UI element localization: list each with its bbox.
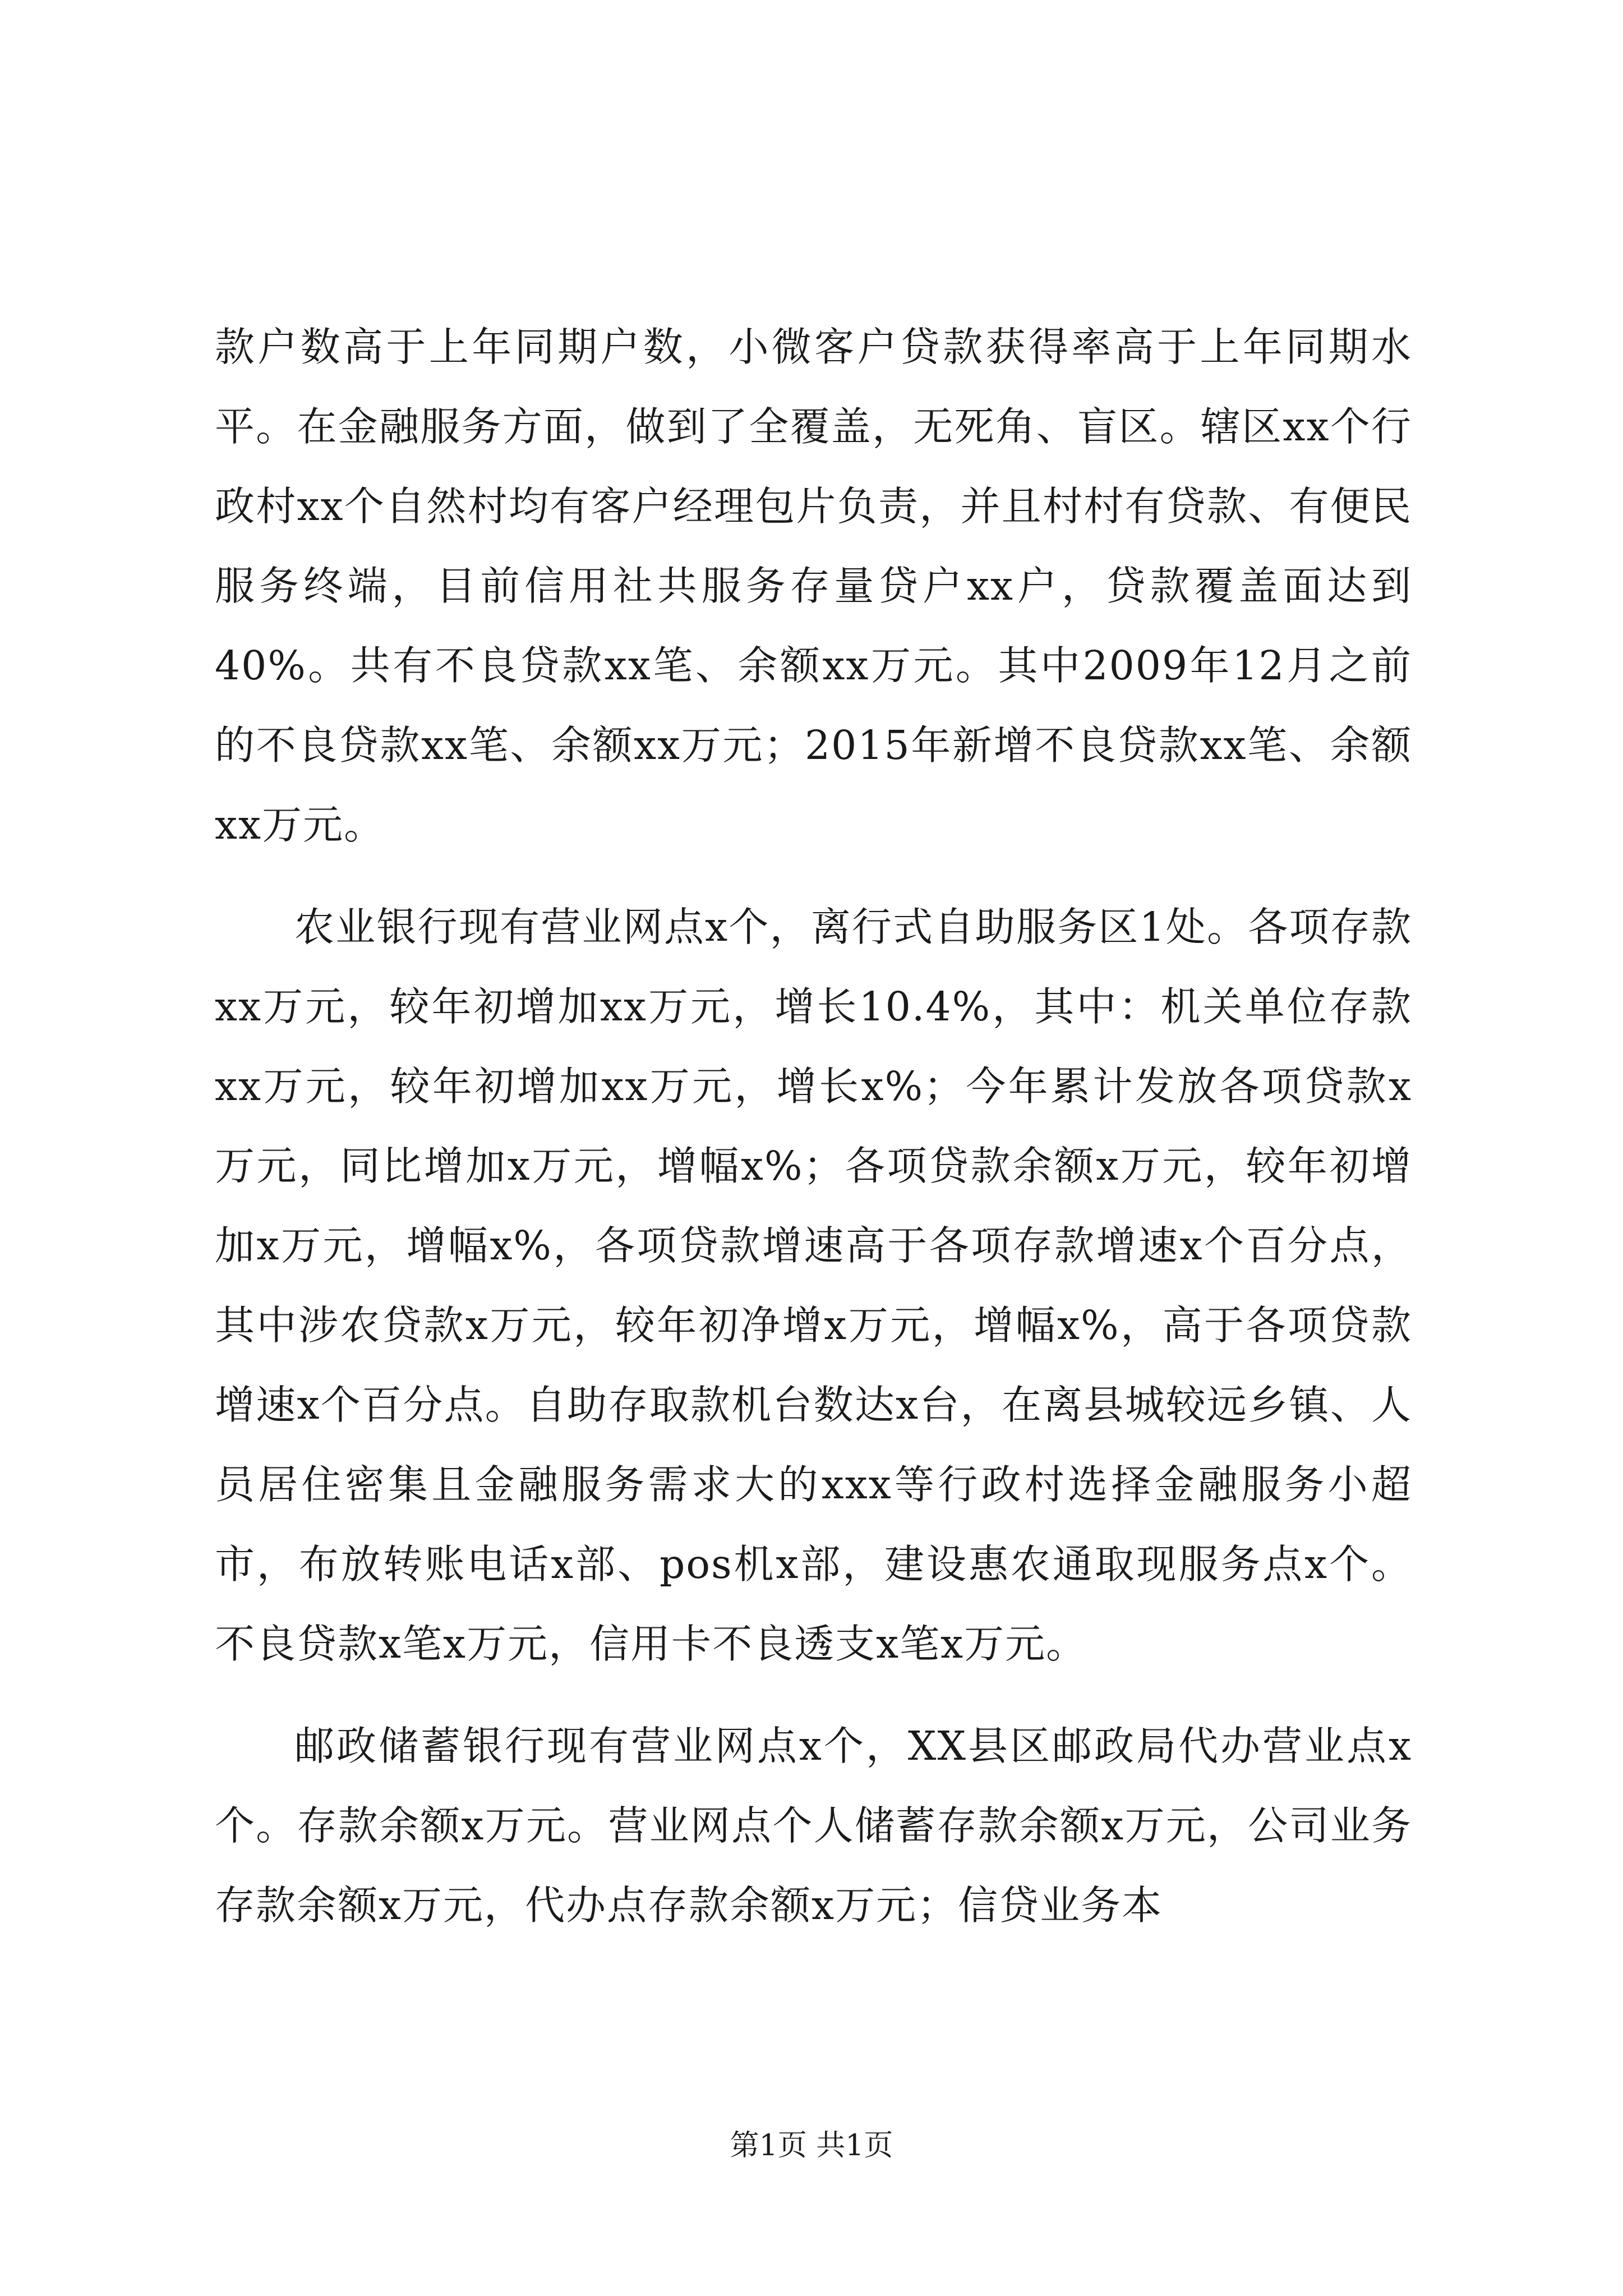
paragraph-rural-credit: 款户数高于上年同期户数，小微客户贷款获得率高于上年同期水平。在金融服务方面，做到了全覆盖，无死角、盲区。辖区xx个行政村xx个自然村均有客户经理包片负责，并且村村有贷款、有便民服务终端，目前信用社共服务存量贷户xx户，贷款覆盖面达到40%。共有不良贷款xx笔、余额xx万元。其中2009年12月之前的不良贷款xx笔、余额xx万元；2015年新增不良贷款xx笔、余额xx万元。 [215,324,1412,848]
document-body [215,307,1412,1945]
paragraph-agricultural-bank: 农业银行现有营业网点x个，离行式自助服务区1处。各项存款xx万元，较年初增加xx万元，增长10.4%，其中：机关单位存款xx万元，较年初增加xx万元，增长x%；今年累计发放各项贷款x万元，同比增加x万元，增幅x%；各项贷款余额x万元，较年初增加x万元，增幅x%，各项贷款增速高于各项存款增速x个百分点，其中涉农贷款x万元，较年初净增x万元，增幅x%，高于各项贷款增速x个百分点。自助存取款机台数达x台，在离县城较远乡镇、人员居住密集且金融服务需求大的xxx等行政村选择金融服务小超市，布放转账电话x部、pos机x部，建设惠农通取现服务点x个。不良贷款x笔x万元，信用卡不良透支x笔x万元。 [215,904,1412,1667]
page-footer [0,2126,1623,2165]
page-number-label: 第1页 共1页 [730,2129,893,2162]
paragraph-postal-savings-bank: 邮政储蓄银行现有营业网点x个，XX县区邮政局代办营业点x个。存款余额x万元。营业网点个人储蓄存款余额x万元，公司业务存款余额x万元，代办点存款余额x万元；信贷业务本 [215,1723,1412,1929]
